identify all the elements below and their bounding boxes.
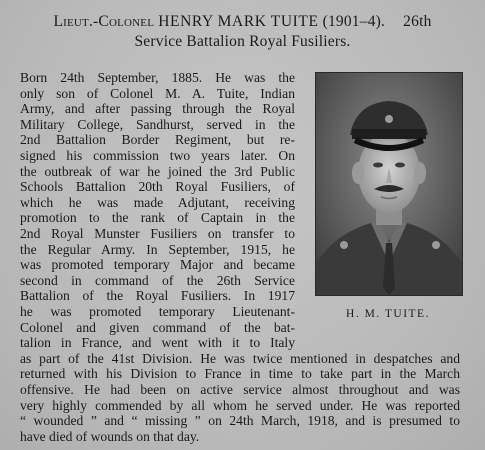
text-line: second in command of the 26th Service: [20, 272, 295, 288]
text-line: Schools Battalion 20th Royal Fusiliers, of: [20, 179, 295, 195]
officer-name: HENRY MARK TUITE: [158, 13, 319, 30]
text-line: only son of Colonel M. A. Tuite, Indian: [20, 85, 295, 101]
text-line: very highly commended by all whom he served under. He was reported: [20, 397, 460, 413]
text-line: “ wounded ” and “ missing ” on 24th March, 1918, and is presumed to: [20, 413, 460, 429]
battalion-name: Service Battalion Royal Fusiliers.: [134, 33, 351, 50]
text-line: Army, and after passing through the Royal: [20, 101, 295, 117]
text-line: signed his commission two years later. On: [20, 148, 295, 163]
text-line: offensive. He had been on active service almost throughout and was: [20, 382, 460, 397]
text-line: Battalion of the Royal Fusiliers. In 1917: [20, 288, 295, 304]
heading-line-1: [0, 12, 485, 32]
text-line: Colonel and given command of the bat-: [20, 319, 295, 335]
photo-caption: H. M. TUITE.: [346, 308, 430, 320]
text-line: Military College, Sandhurst, served in the: [20, 116, 295, 132]
text-line: Born 24th September, 1885. He was the: [20, 70, 295, 85]
text-line: 2nd Royal Munster Fusiliers on transfer to: [20, 226, 295, 241]
text-line: talion in France, and went with it to Italy: [20, 335, 295, 351]
battalion-number: 26th: [403, 13, 432, 30]
rank: Lieut.-Colonel: [53, 13, 155, 30]
text-line: 2nd Battalion Border Regiment, but re-: [20, 132, 295, 148]
text-line: the outbreak of war he joined the 3rd Public: [20, 163, 295, 179]
text-line: returned with his Division to France in time to take part in the March: [20, 366, 460, 382]
text-line: as part of the 41st Division. He was twice mentioned in despatches and: [20, 350, 460, 366]
portrait-illustration: [316, 73, 462, 295]
portrait-photo: [315, 72, 463, 296]
text-line: was promoted temporary Major and became: [20, 257, 295, 273]
text-line: promotion to the rank of Captain in the: [20, 210, 295, 226]
text-line: the Regular Army. In September, 1915, he: [20, 241, 295, 257]
entry-heading: [0, 12, 485, 52]
text-line: have died of wounds on that day.: [20, 428, 200, 444]
text-line: he was promoted temporary Lieutenant-: [20, 304, 295, 319]
school-years: (1901–4).: [322, 13, 386, 30]
text-line: which he was made Adjutant, receiving: [20, 194, 295, 210]
